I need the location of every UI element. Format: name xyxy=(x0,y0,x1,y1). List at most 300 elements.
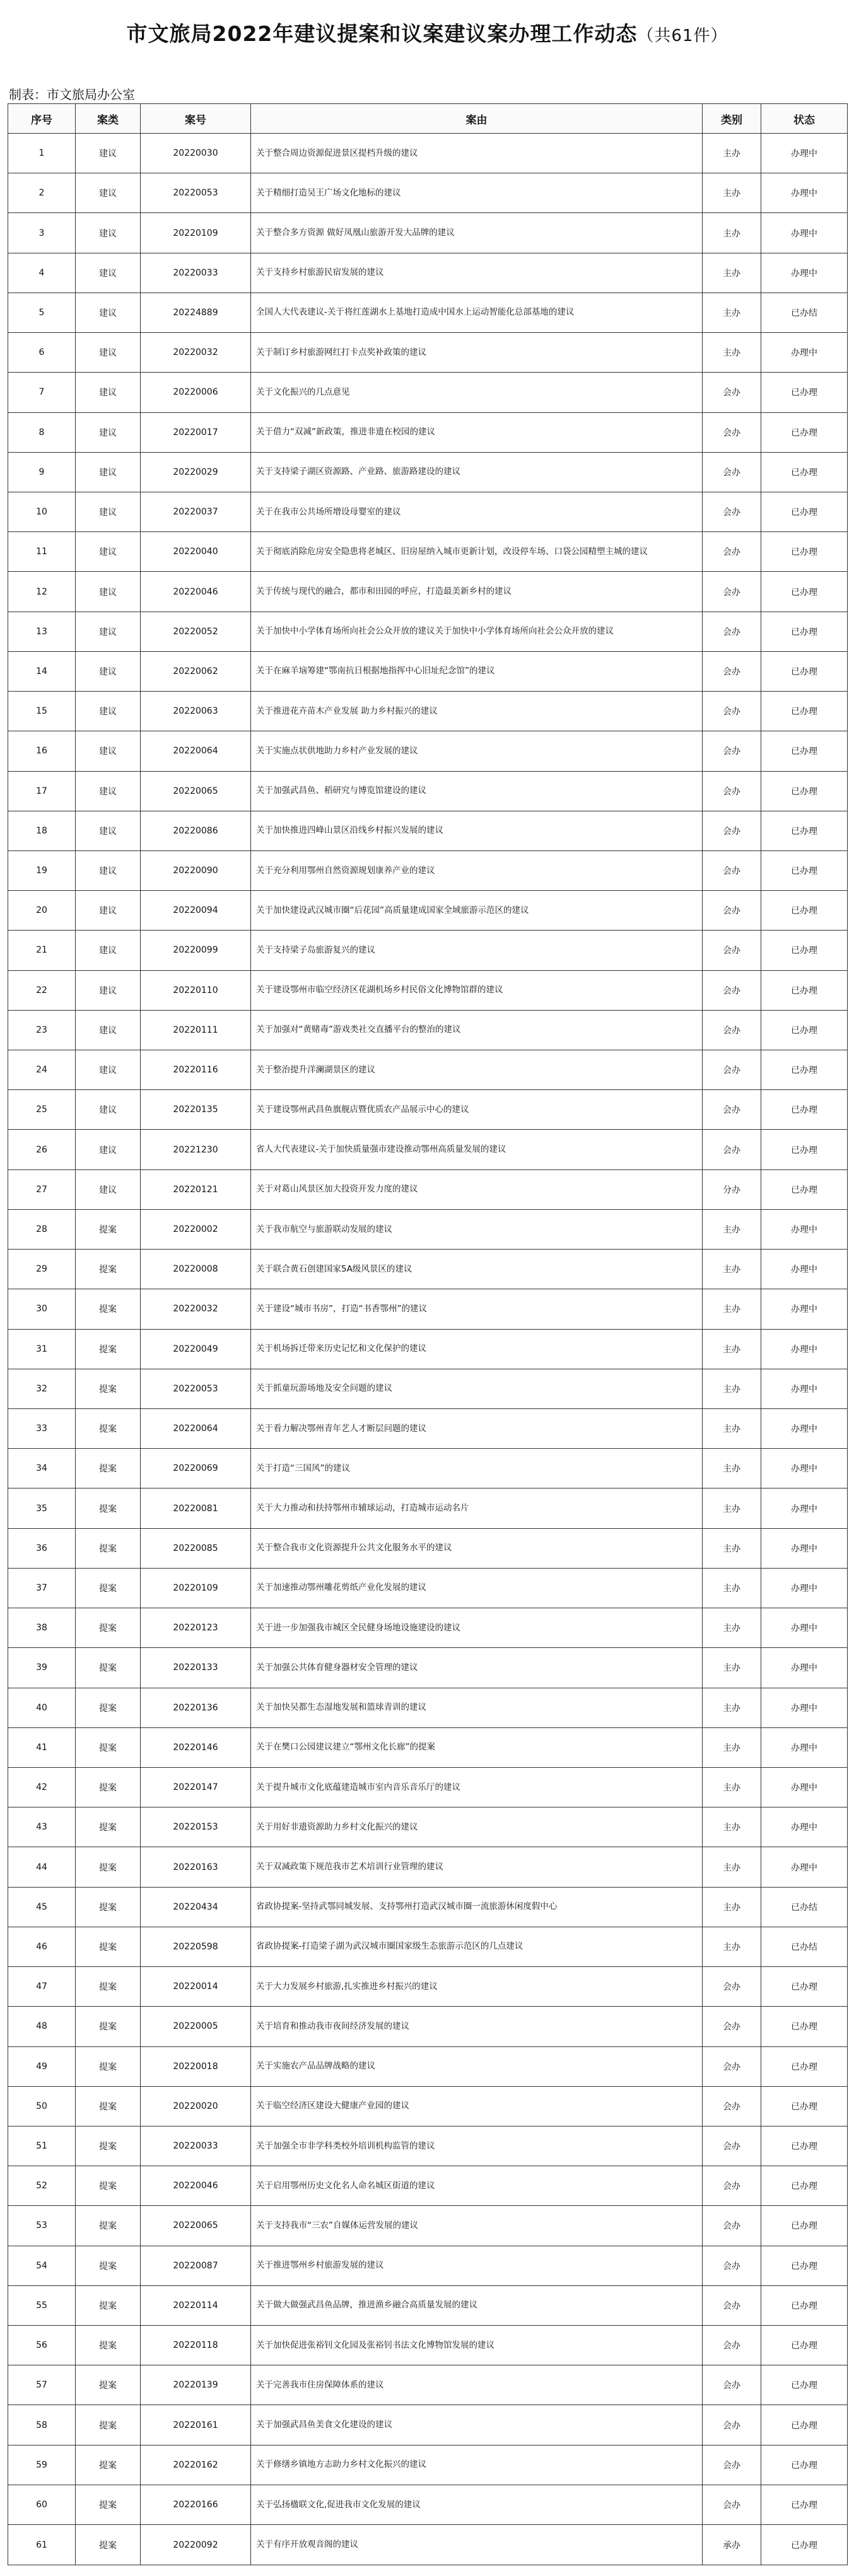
cell-status: 已办理 xyxy=(761,2206,848,2246)
table-row xyxy=(8,1767,848,1807)
table-row xyxy=(8,1010,848,1050)
cell-category: 会办 xyxy=(703,452,761,492)
cell-subject: 关于用好非遗资源助力乡村文化振兴的建议 xyxy=(251,1807,703,1847)
table-row xyxy=(8,2405,848,2445)
cell-index: 33 xyxy=(8,1409,76,1449)
cell-index: 6 xyxy=(8,333,76,373)
cell-case-number: 20220121 xyxy=(141,1169,251,1209)
cell-category: 会办 xyxy=(703,1050,761,1090)
table-row xyxy=(8,2086,848,2126)
cell-case-number: 20220065 xyxy=(141,771,251,811)
cell-index: 3 xyxy=(8,213,76,253)
cell-case-number: 20220064 xyxy=(141,1409,251,1449)
table-row xyxy=(8,1369,848,1408)
cell-category: 主办 xyxy=(703,1409,761,1449)
cell-category: 会办 xyxy=(703,1010,761,1050)
cell-status: 已办理 xyxy=(761,811,848,850)
cell-subject: 关于培育和推动我市夜间经济发展的建议 xyxy=(251,2007,703,2046)
table-row xyxy=(8,1289,848,1329)
table-row xyxy=(8,492,848,531)
cell-status: 办理中 xyxy=(761,1528,848,1568)
cell-index: 60 xyxy=(8,2485,76,2524)
cell-subject: 关于启用鄂州历史文化名人命名城区街道的建议 xyxy=(251,2166,703,2206)
cell-case-number: 20220139 xyxy=(141,2365,251,2405)
cell-category: 会办 xyxy=(703,2326,761,2365)
cell-status: 办理中 xyxy=(761,1568,848,1608)
cell-status: 已办理 xyxy=(761,373,848,412)
cell-case-type: 提案 xyxy=(76,1449,141,1488)
cell-category: 主办 xyxy=(703,1608,761,1648)
cell-category: 会办 xyxy=(703,1967,761,2007)
header-index: 序号 xyxy=(8,104,76,134)
cell-category: 主办 xyxy=(703,1807,761,1847)
cell-status: 已办理 xyxy=(761,2126,848,2166)
page-title xyxy=(0,18,854,47)
cell-case-number: 20220111 xyxy=(141,1010,251,1050)
cell-case-number: 20220006 xyxy=(141,373,251,412)
cell-index: 35 xyxy=(8,1488,76,1528)
cell-subject: 关于完善我市住房保障体系的建议 xyxy=(251,2365,703,2405)
table-row xyxy=(8,1130,848,1169)
cell-index: 50 xyxy=(8,2086,76,2126)
cell-subject: 关于传统与现代的融合，都市和田园的呼应，打造最美新乡村的建议 xyxy=(251,572,703,612)
cell-case-type: 建议 xyxy=(76,1169,141,1209)
cell-index: 54 xyxy=(8,2246,76,2285)
table-row xyxy=(8,692,848,731)
cell-index: 44 xyxy=(8,1847,76,1887)
cell-subject: 关于加强武昌鱼美食文化建设的建议 xyxy=(251,2405,703,2445)
cell-case-number: 20220085 xyxy=(141,1528,251,1568)
cell-case-number: 20220166 xyxy=(141,2485,251,2524)
cell-case-type: 提案 xyxy=(76,2285,141,2325)
cell-case-type: 建议 xyxy=(76,771,141,811)
cell-case-number: 20220008 xyxy=(141,1250,251,1289)
cell-case-number: 20220053 xyxy=(141,1369,251,1408)
cell-category: 主办 xyxy=(703,1488,761,1528)
cell-index: 22 xyxy=(8,970,76,1010)
cell-case-number: 20220118 xyxy=(141,2326,251,2365)
cell-status: 办理中 xyxy=(761,1727,848,1767)
cell-case-type: 提案 xyxy=(76,1369,141,1408)
cell-subject: 关于机场拆迁带来历史记忆和文化保护的建议 xyxy=(251,1329,703,1369)
cell-status: 办理中 xyxy=(761,1250,848,1289)
cell-case-number: 20220046 xyxy=(141,572,251,612)
cell-category: 主办 xyxy=(703,1767,761,1807)
cell-index: 41 xyxy=(8,1727,76,1767)
cell-index: 19 xyxy=(8,850,76,890)
cell-category: 会办 xyxy=(703,2365,761,2405)
cell-status: 已办理 xyxy=(761,2365,848,2405)
cell-status: 已办理 xyxy=(761,612,848,651)
cell-index: 17 xyxy=(8,771,76,811)
cell-case-type: 提案 xyxy=(76,1767,141,1807)
cell-case-type: 提案 xyxy=(76,2046,141,2086)
cell-index: 10 xyxy=(8,492,76,531)
cell-status: 已办理 xyxy=(761,2007,848,2046)
table-row xyxy=(8,931,848,970)
cell-subject: 关于弘扬楹联文化,促进我市文化发展的建议 xyxy=(251,2485,703,2524)
cell-case-number: 20220053 xyxy=(141,173,251,213)
cell-subject: 关于做大做强武昌鱼品牌，推进渔乡融合高质量发展的建议 xyxy=(251,2285,703,2325)
cell-case-number: 20220037 xyxy=(141,492,251,531)
cell-status: 办理中 xyxy=(761,1488,848,1528)
table-row xyxy=(8,970,848,1010)
cell-category: 会办 xyxy=(703,373,761,412)
cell-category: 会办 xyxy=(703,692,761,731)
cell-status: 办理中 xyxy=(761,1369,848,1408)
cell-status: 已办理 xyxy=(761,2326,848,2365)
cell-case-number: 20220020 xyxy=(141,2086,251,2126)
cell-case-type: 建议 xyxy=(76,532,141,572)
cell-case-number: 20220135 xyxy=(141,1090,251,1130)
header-case-number: 案号 xyxy=(141,104,251,134)
cell-status: 办理中 xyxy=(761,1847,848,1887)
table-row xyxy=(8,213,848,253)
cell-case-type: 建议 xyxy=(76,1130,141,1169)
cell-subject: 关于有序开放观音阁的建议 xyxy=(251,2525,703,2565)
cell-category: 会办 xyxy=(703,811,761,850)
cell-index: 26 xyxy=(8,1130,76,1169)
cell-category: 分办 xyxy=(703,1169,761,1209)
cell-case-type: 建议 xyxy=(76,811,141,850)
cell-index: 24 xyxy=(8,1050,76,1090)
cell-category: 主办 xyxy=(703,1688,761,1727)
cell-status: 办理中 xyxy=(761,1449,848,1488)
cell-index: 8 xyxy=(8,412,76,452)
title-text: 市文旅局2022年建议提案和议案建议案办理工作动态 xyxy=(126,21,638,46)
cell-status: 已办理 xyxy=(761,2246,848,2285)
cell-case-number: 20220086 xyxy=(141,811,251,850)
cell-status: 已办理 xyxy=(761,692,848,731)
table-row xyxy=(8,1050,848,1090)
cell-subject: 关于彻底消除危房安全隐患将老城区、旧房屋纳入城市更新计划，改设停车场、口袋公园精塑主城的建议 xyxy=(251,532,703,572)
cell-category: 主办 xyxy=(703,253,761,293)
cell-case-number: 20220136 xyxy=(141,1688,251,1727)
cell-subject: 全国人大代表建议-关于将红莲湖水上基地打造成中国水上运动智能化总部基地的建议 xyxy=(251,293,703,332)
cell-subject: 关于临空经济区建设大健康产业园的建议 xyxy=(251,2086,703,2126)
cell-category: 主办 xyxy=(703,173,761,213)
cell-category: 会办 xyxy=(703,2246,761,2285)
cell-case-number: 20220123 xyxy=(141,1608,251,1648)
cell-case-type: 建议 xyxy=(76,173,141,213)
cell-index: 4 xyxy=(8,253,76,293)
cell-index: 42 xyxy=(8,1767,76,1807)
cell-case-number: 20220002 xyxy=(141,1209,251,1249)
cell-subject: 关于大力发展乡村旅游,扎实推进乡村振兴的建议 xyxy=(251,1967,703,2007)
cell-case-number: 20220094 xyxy=(141,891,251,931)
cell-subject: 关于支持我市“三农”自媒体运营发展的建议 xyxy=(251,2206,703,2246)
cell-case-type: 提案 xyxy=(76,1409,141,1449)
cell-case-type: 建议 xyxy=(76,492,141,531)
cell-case-type: 提案 xyxy=(76,1927,141,1966)
cell-case-number: 20220005 xyxy=(141,2007,251,2046)
cell-subject: 关于加快推进四峰山景区沿线乡村振兴发展的建议 xyxy=(251,811,703,850)
cell-subject: 关于在樊口公园建议建立“鄂州文化长廊”的提案 xyxy=(251,1727,703,1767)
cell-category: 会办 xyxy=(703,931,761,970)
cell-category: 会办 xyxy=(703,970,761,1010)
cell-case-number: 20224889 xyxy=(141,293,251,332)
table-row xyxy=(8,1488,848,1528)
cell-status: 已办理 xyxy=(761,1967,848,2007)
cell-index: 14 xyxy=(8,651,76,691)
cell-status: 已办理 xyxy=(761,2405,848,2445)
cell-subject: 关于支持梁子岛旅游复兴的建议 xyxy=(251,931,703,970)
cell-case-number: 20220434 xyxy=(141,1887,251,1927)
cell-status: 已办理 xyxy=(761,891,848,931)
cell-subject: 关于加速推动鄂州雕花剪纸产业化发展的建议 xyxy=(251,1568,703,1608)
cell-subject: 关于整合多方资源 做好凤凰山旅游开发大品牌的建议 xyxy=(251,213,703,253)
cell-case-type: 提案 xyxy=(76,2365,141,2405)
cell-case-type: 建议 xyxy=(76,333,141,373)
cell-category: 会办 xyxy=(703,2485,761,2524)
cell-index: 40 xyxy=(8,1688,76,1727)
table-row xyxy=(8,1887,848,1927)
cell-case-number: 20220062 xyxy=(141,651,251,691)
cell-case-number: 20220018 xyxy=(141,2046,251,2086)
cell-category: 会办 xyxy=(703,2086,761,2126)
cell-case-number: 20220033 xyxy=(141,2126,251,2166)
cell-subject: 关于进一步加强我市城区全民健身场地设施建设的建议 xyxy=(251,1608,703,1648)
cell-index: 51 xyxy=(8,2126,76,2166)
cell-case-type: 建议 xyxy=(76,293,141,332)
cell-subject: 关于在我市公共场所增设母婴室的建议 xyxy=(251,492,703,531)
cell-subject: 关于联合黄石创建国家5A级风景区的建议 xyxy=(251,1250,703,1289)
cell-category: 会办 xyxy=(703,2007,761,2046)
table-row xyxy=(8,850,848,890)
cell-index: 29 xyxy=(8,1250,76,1289)
cell-status: 已办理 xyxy=(761,931,848,970)
cell-case-type: 建议 xyxy=(76,213,141,253)
cell-category: 主办 xyxy=(703,1250,761,1289)
cell-subject: 关于对葛山风景区加大投资开发力度的建议 xyxy=(251,1169,703,1209)
table-row xyxy=(8,1967,848,2007)
table-row xyxy=(8,412,848,452)
cell-status: 已办理 xyxy=(761,1090,848,1130)
cell-category: 主办 xyxy=(703,1887,761,1927)
cell-case-number: 20220163 xyxy=(141,1847,251,1887)
cell-category: 主办 xyxy=(703,1727,761,1767)
cell-case-type: 提案 xyxy=(76,2206,141,2246)
cell-index: 1 xyxy=(8,134,76,173)
table-row xyxy=(8,2206,848,2246)
cell-category: 会办 xyxy=(703,2046,761,2086)
cell-index: 56 xyxy=(8,2326,76,2365)
cell-index: 53 xyxy=(8,2206,76,2246)
table-row xyxy=(8,2485,848,2524)
cell-category: 主办 xyxy=(703,134,761,173)
cell-index: 52 xyxy=(8,2166,76,2206)
cell-case-number: 20220063 xyxy=(141,692,251,731)
cell-category: 会办 xyxy=(703,412,761,452)
cell-category: 会办 xyxy=(703,850,761,890)
cell-case-number: 20220052 xyxy=(141,612,251,651)
cell-case-number: 20220092 xyxy=(141,2525,251,2565)
header-subject: 案由 xyxy=(251,104,703,134)
cell-index: 30 xyxy=(8,1289,76,1329)
table-row xyxy=(8,1727,848,1767)
cell-subject: 关于加快建设武汉城市圈“后花园”高质量建成国家全域旅游示范区的建议 xyxy=(251,891,703,931)
cell-case-type: 建议 xyxy=(76,931,141,970)
cell-subject: 关于充分利用鄂州自然资源规划康养产业的建议 xyxy=(251,850,703,890)
cell-subject: 关于加强全市非学科类校外培训机构监管的建议 xyxy=(251,2126,703,2166)
cell-index: 12 xyxy=(8,572,76,612)
cell-status: 办理中 xyxy=(761,1409,848,1449)
cell-case-type: 提案 xyxy=(76,2525,141,2565)
cell-subject: 关于加快促进张裕钊文化园及张裕钊书法文化博物馆发展的建议 xyxy=(251,2326,703,2365)
cell-status: 已办理 xyxy=(761,452,848,492)
cell-index: 7 xyxy=(8,373,76,412)
cell-status: 已办理 xyxy=(761,2525,848,2565)
cell-status: 办理中 xyxy=(761,253,848,293)
cell-index: 15 xyxy=(8,692,76,731)
cell-category: 会办 xyxy=(703,891,761,931)
cell-case-type: 提案 xyxy=(76,1967,141,2007)
cell-case-type: 提案 xyxy=(76,2126,141,2166)
table-row xyxy=(8,373,848,412)
cell-status: 办理中 xyxy=(761,1688,848,1727)
header-case-type: 案类 xyxy=(76,104,141,134)
cell-case-type: 建议 xyxy=(76,891,141,931)
table-row xyxy=(8,2326,848,2365)
cell-status: 已办理 xyxy=(761,412,848,452)
cell-case-type: 提案 xyxy=(76,1289,141,1329)
cell-status: 已办理 xyxy=(761,2086,848,2126)
cell-case-type: 提案 xyxy=(76,2007,141,2046)
table-row xyxy=(8,612,848,651)
cell-subject: 关于加快中小学体育场所向社会公众开放的建议关于加快中小学体育场所向社会公众开放的建议 xyxy=(251,612,703,651)
cell-subject: 关于抓童玩游场地及安全问题的建议 xyxy=(251,1369,703,1408)
cell-case-type: 建议 xyxy=(76,452,141,492)
cell-case-type: 建议 xyxy=(76,572,141,612)
cell-category: 会办 xyxy=(703,612,761,651)
table-row xyxy=(8,891,848,931)
cell-index: 45 xyxy=(8,1887,76,1927)
table-row xyxy=(8,1250,848,1289)
cell-index: 28 xyxy=(8,1209,76,1249)
table-row xyxy=(8,2246,848,2285)
cell-case-type: 建议 xyxy=(76,373,141,412)
cell-case-number: 20220064 xyxy=(141,731,251,771)
table-row xyxy=(8,1568,848,1608)
cell-case-number: 20220033 xyxy=(141,253,251,293)
cell-case-type: 提案 xyxy=(76,2246,141,2285)
cell-category: 主办 xyxy=(703,1289,761,1329)
cell-status: 办理中 xyxy=(761,333,848,373)
table-row xyxy=(8,2046,848,2086)
cell-case-type: 提案 xyxy=(76,2445,141,2485)
cell-index: 16 xyxy=(8,731,76,771)
cell-category: 会办 xyxy=(703,492,761,531)
table-row xyxy=(8,1209,848,1249)
table-row xyxy=(8,134,848,173)
title-count: （共61件） xyxy=(637,26,728,45)
cell-index: 34 xyxy=(8,1449,76,1488)
cell-subject: 关于精细打造吴王广场文化地标的建议 xyxy=(251,173,703,213)
cell-status: 办理中 xyxy=(761,1289,848,1329)
cell-status: 已办结 xyxy=(761,1887,848,1927)
cell-case-type: 建议 xyxy=(76,970,141,1010)
table-row xyxy=(8,572,848,612)
table-row xyxy=(8,2007,848,2046)
cell-subject: 关于提升城市文化底蕴建造城市室内音乐音乐厅的建议 xyxy=(251,1767,703,1807)
table-maker-note: 制表：市文旅局办公室 xyxy=(9,87,135,102)
cell-status: 办理中 xyxy=(761,1209,848,1249)
cell-case-type: 建议 xyxy=(76,253,141,293)
cell-index: 43 xyxy=(8,1807,76,1847)
cell-status: 已办理 xyxy=(761,2485,848,2524)
cell-index: 49 xyxy=(8,2046,76,2086)
cell-case-number: 20221230 xyxy=(141,1130,251,1169)
cell-status: 已办理 xyxy=(761,2445,848,2485)
cell-case-number: 20220087 xyxy=(141,2246,251,2285)
cell-status: 已办理 xyxy=(761,1010,848,1050)
cell-category: 主办 xyxy=(703,1568,761,1608)
cell-subject: 关于在麻羊垴筹建“鄂南抗日根据地指挥中心旧址纪念馆”的建议 xyxy=(251,651,703,691)
table-row xyxy=(8,651,848,691)
cell-index: 20 xyxy=(8,891,76,931)
cell-case-type: 提案 xyxy=(76,1250,141,1289)
cell-index: 57 xyxy=(8,2365,76,2405)
cell-index: 21 xyxy=(8,931,76,970)
cell-case-number: 20220146 xyxy=(141,1727,251,1767)
cell-case-number: 20220153 xyxy=(141,1807,251,1847)
cell-status: 办理中 xyxy=(761,213,848,253)
cell-category: 主办 xyxy=(703,1528,761,1568)
cell-subject: 省政协提案-打造梁子湖为武汉城市圈国家级生态旅游示范区的几点建议 xyxy=(251,1927,703,1966)
table-row xyxy=(8,1329,848,1369)
cell-status: 办理中 xyxy=(761,1329,848,1369)
cell-index: 39 xyxy=(8,1648,76,1688)
cell-case-type: 提案 xyxy=(76,1528,141,1568)
cell-index: 27 xyxy=(8,1169,76,1209)
cell-case-type: 建议 xyxy=(76,134,141,173)
cell-index: 37 xyxy=(8,1568,76,1608)
cell-status: 已办理 xyxy=(761,2285,848,2325)
cell-case-type: 提案 xyxy=(76,1568,141,1608)
cell-case-number: 20220116 xyxy=(141,1050,251,1090)
table-row xyxy=(8,811,848,850)
table-row xyxy=(8,253,848,293)
table-row xyxy=(8,1409,848,1449)
header-category: 类别 xyxy=(703,104,761,134)
cell-index: 58 xyxy=(8,2405,76,2445)
cell-category: 主办 xyxy=(703,1449,761,1488)
table-row xyxy=(8,333,848,373)
cell-subject: 关于建设“城市书房”，打造“书香鄂州”的建议 xyxy=(251,1289,703,1329)
cell-subject: 关于加强武昌鱼、稻研究与博览馆建设的建议 xyxy=(251,771,703,811)
cell-case-type: 提案 xyxy=(76,1727,141,1767)
cell-status: 已办理 xyxy=(761,771,848,811)
cell-subject: 关于借力“双减”新政策，推进非遗在校园的建议 xyxy=(251,412,703,452)
cell-status: 已办理 xyxy=(761,850,848,890)
cell-case-type: 提案 xyxy=(76,1608,141,1648)
table-row xyxy=(8,2365,848,2405)
cell-index: 48 xyxy=(8,2007,76,2046)
cell-case-type: 提案 xyxy=(76,2485,141,2524)
cell-subject: 关于加快吴都生态湿地发展和篮球青训的建议 xyxy=(251,1688,703,1727)
cell-case-number: 20220147 xyxy=(141,1767,251,1807)
proposal-table xyxy=(8,103,848,2565)
table-row xyxy=(8,731,848,771)
cell-category: 会办 xyxy=(703,2166,761,2206)
cell-subject: 关于双减政策下规范我市艺术培训行业管理的建议 xyxy=(251,1847,703,1887)
cell-case-type: 提案 xyxy=(76,1688,141,1727)
cell-status: 已办理 xyxy=(761,1050,848,1090)
table-row xyxy=(8,2525,848,2565)
table-row xyxy=(8,1847,848,1887)
cell-case-type: 提案 xyxy=(76,1847,141,1887)
cell-case-type: 建议 xyxy=(76,731,141,771)
